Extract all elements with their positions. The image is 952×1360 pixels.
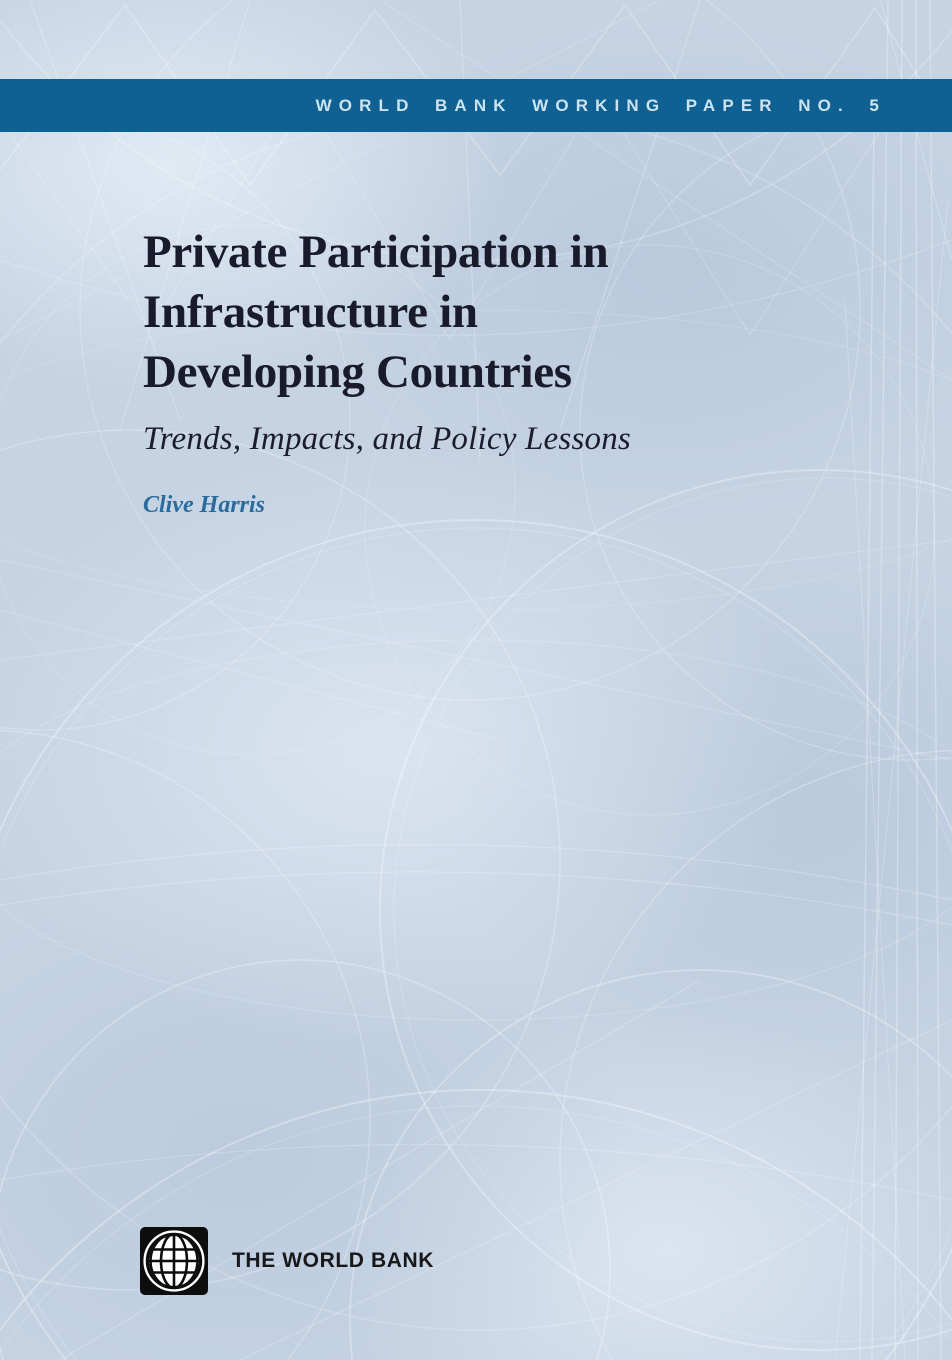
publisher-name: THE WORLD BANK xyxy=(232,1249,435,1272)
world-bank-globe-icon xyxy=(140,1227,208,1295)
title-block xyxy=(143,222,823,402)
book-title-line-2: Infrastructure in xyxy=(143,286,478,338)
book-title-line-1: Private Participation in xyxy=(143,226,609,278)
publisher-block xyxy=(140,1227,434,1295)
book-title-line-3: Developing Countries xyxy=(143,346,572,398)
author-name: Clive Harris xyxy=(143,492,266,518)
series-banner xyxy=(0,79,952,132)
series-banner-label: WORLD BANK WORKING PAPER NO. 5 xyxy=(315,95,886,115)
book-subtitle: Trends, Impacts, and Policy Lessons xyxy=(143,421,631,457)
